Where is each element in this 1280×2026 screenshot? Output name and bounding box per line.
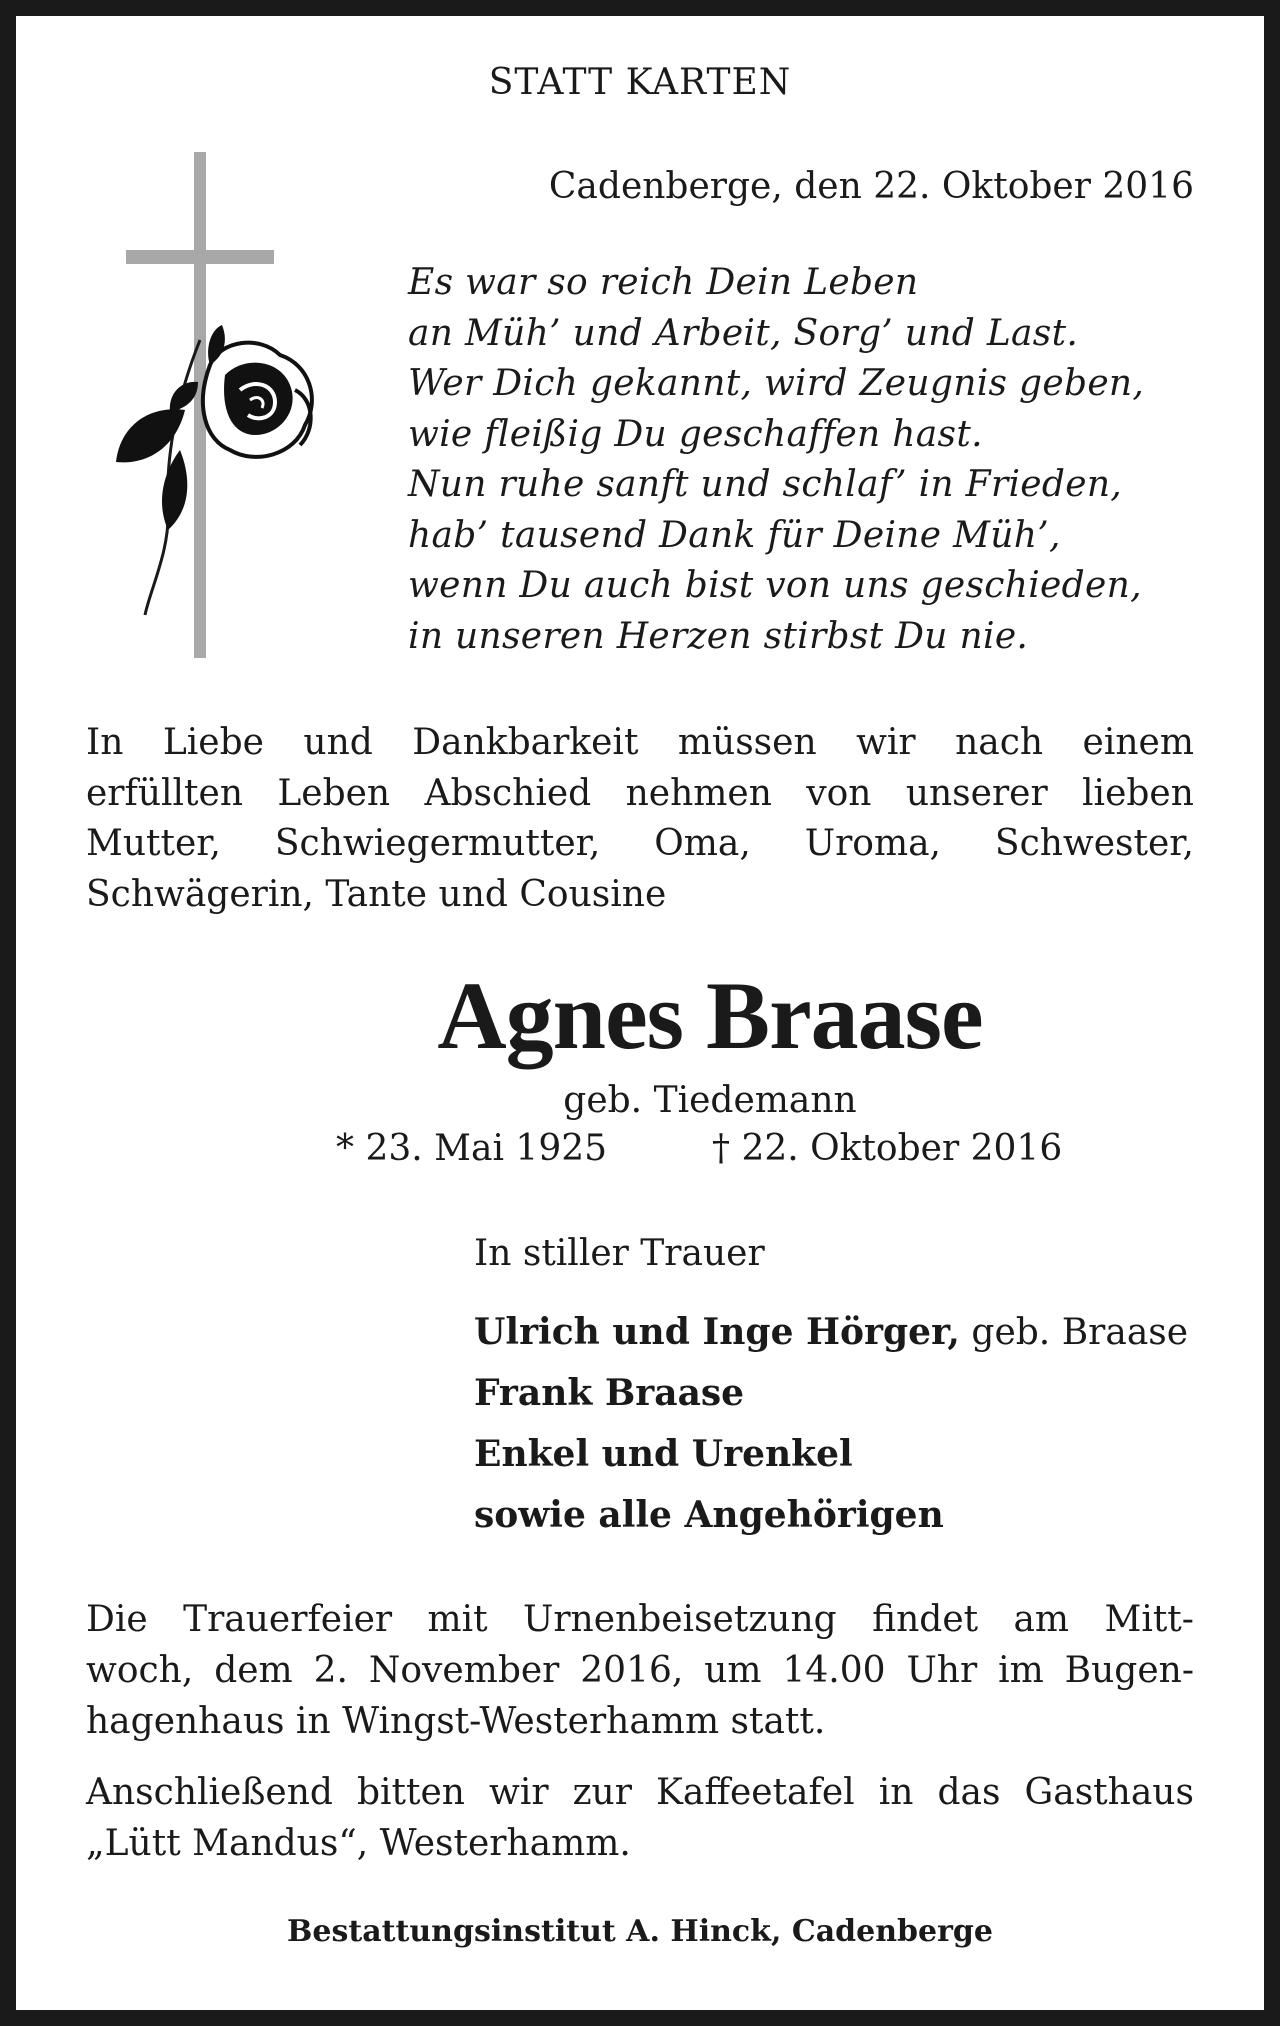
deceased-name: Agnes Braase (437, 962, 983, 1069)
poem-line: wie fleißig Du geschaffen hast. (408, 413, 983, 455)
coffee-line-2: „Lütt Mandus“, Westerhamm. (86, 1823, 631, 1864)
rose-leaf-left (116, 409, 185, 462)
cross-with-rose-icon (110, 150, 330, 670)
rose-leaf-lower (162, 450, 187, 530)
intro-paragraph (86, 718, 1194, 920)
intro-line-1: In Liebe und Dankbarkeit müssen wir nach einem (86, 722, 1194, 763)
poem-line: an Müh’ und Arbeit, Sorg’ und Last. (408, 312, 1079, 354)
intro-line-4: Schwägerin, Tante und Cousine (86, 873, 667, 915)
coffee-paragraph (86, 1767, 1194, 1869)
ceremony-paragraph (86, 1594, 1194, 1747)
intro-line-2: erfüllten Leben Abschied nehmen von unserer lieben (86, 772, 1194, 814)
mourner-line-1: Ulrich und Inge Hörger, geb. Braase (474, 1311, 1189, 1353)
mourners-list (474, 1302, 1188, 1546)
poem-line: Es war so reich Dein Leben (408, 262, 919, 303)
poem-line: Wer Dich gekannt, wird Zeugnis geben, (408, 363, 1145, 404)
death-date: † 22. Oktober 2016 (712, 1128, 1063, 1169)
poem (408, 258, 1144, 662)
ceremony-line-2: woch, dem 2. November 2016, um 14.00 Uhr im Bugen- (86, 1650, 1194, 1691)
mourner-line-4: sowie alle Angehörigen (474, 1494, 944, 1536)
intro-line-3: Mutter, Schwiegermutter, Oma, Uroma, Schwester, (86, 823, 1194, 864)
mourner-line-2: Frank Braase (474, 1372, 745, 1414)
header-statt-karten: STATT KARTEN (488, 62, 792, 103)
mourner-line-3: Enkel und Urenkel (474, 1433, 853, 1475)
birth-date: * 23. Mai 1925 (336, 1128, 608, 1169)
coffee-line-1: Anschließend bitten wir zur Kaffeetafel in das Gasthaus (86, 1772, 1194, 1813)
deceased-maiden-name: geb. Tiedemann (563, 1080, 857, 1121)
dateline: Cadenberge, den 22. Oktober 2016 (548, 166, 1194, 207)
ceremony-line-1: Die Trauerfeier mit Urnenbeisetzung findet am Mitt- (86, 1599, 1194, 1640)
funeral-home: Bestattungsinstitut A. Hinck, Cadenberge (287, 1914, 993, 1949)
poem-line: Nun ruhe sanft und schlaf’ in Frieden, (408, 464, 1123, 505)
poem-line: in unseren Herzen stirbst Du nie. (408, 615, 1029, 657)
ceremony-line-3: hagenhaus in Wingst-Westerhamm statt. (86, 1701, 826, 1742)
poem-line: wenn Du auch bist von uns geschieden, (408, 565, 1142, 606)
poem-line: hab’ tausend Dank für Deine Müh’, (408, 514, 1061, 556)
cross-horizontal-beam (126, 250, 274, 264)
rose-head (203, 325, 312, 457)
mourning-intro: In stiller Trauer (474, 1233, 765, 1274)
rose-leaf-small (170, 382, 198, 412)
